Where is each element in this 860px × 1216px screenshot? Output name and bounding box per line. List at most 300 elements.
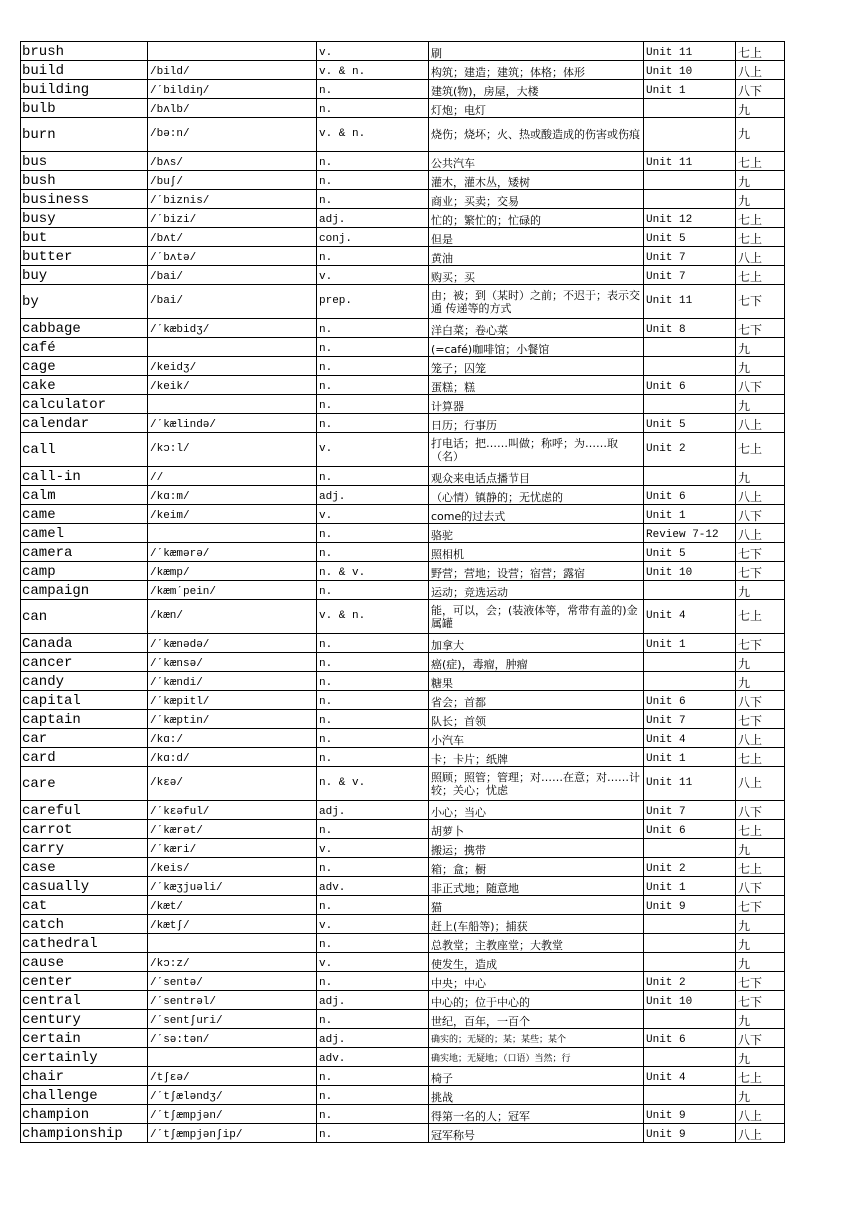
unit-cell: Unit 11: [644, 152, 736, 171]
part-of-speech-cell: n.: [317, 634, 429, 653]
grade-cell: 七下: [736, 562, 785, 581]
grade-cell: 八下: [736, 877, 785, 896]
vocabulary-table: [20, 41, 785, 1143]
table-row: [21, 953, 785, 972]
word-cell: can: [21, 600, 148, 634]
meaning-cell: 建筑(物)，房屋，大楼: [429, 80, 644, 99]
phonetic-cell: /bild/: [148, 61, 317, 80]
part-of-speech-cell: n.: [317, 972, 429, 991]
grade-cell: 八下: [736, 505, 785, 524]
meaning-cell: 小汽车: [429, 729, 644, 748]
part-of-speech-cell: n.: [317, 357, 429, 376]
grade-cell: 七上: [736, 228, 785, 247]
grade-cell: 七下: [736, 710, 785, 729]
word-cell: careful: [21, 801, 148, 820]
table-row: [21, 972, 785, 991]
grade-cell: 九: [736, 171, 785, 190]
table-row: [21, 877, 785, 896]
unit-cell: [644, 467, 736, 486]
table-row: [21, 1048, 785, 1067]
phonetic-cell: /ˊtʃæləndʒ/: [148, 1086, 317, 1105]
phonetic-cell: /ˊkælində/: [148, 414, 317, 433]
phonetic-cell: /kɑ:/: [148, 729, 317, 748]
phonetic-cell: /keis/: [148, 858, 317, 877]
phonetic-cell: /ˊtʃæmpjən/: [148, 1105, 317, 1124]
part-of-speech-cell: n.: [317, 80, 429, 99]
meaning-cell: 商业；买卖；交易: [429, 190, 644, 209]
table-row: [21, 152, 785, 171]
word-cell: brush: [21, 42, 148, 61]
grade-cell: 八下: [736, 80, 785, 99]
word-cell: case: [21, 858, 148, 877]
part-of-speech-cell: n.: [317, 934, 429, 953]
grade-cell: 七下: [736, 285, 785, 319]
grade-cell: 九: [736, 915, 785, 934]
phonetic-cell: /bai/: [148, 285, 317, 319]
grade-cell: 九: [736, 653, 785, 672]
word-cell: calm: [21, 486, 148, 505]
word-cell: bus: [21, 152, 148, 171]
meaning-cell: 日历；行事历: [429, 414, 644, 433]
unit-cell: Unit 4: [644, 1067, 736, 1086]
grade-cell: 七上: [736, 858, 785, 877]
word-cell: building: [21, 80, 148, 99]
phonetic-cell: /ˊsə:tən/: [148, 1029, 317, 1048]
part-of-speech-cell: n.: [317, 729, 429, 748]
meaning-cell: 冠军称号: [429, 1124, 644, 1143]
table-row: [21, 247, 785, 266]
phonetic-cell: /tʃεə/: [148, 1067, 317, 1086]
unit-cell: Unit 6: [644, 691, 736, 710]
meaning-cell: 总教堂；主教座堂；大教堂: [429, 934, 644, 953]
table-row: [21, 934, 785, 953]
table-row: [21, 118, 785, 152]
unit-cell: Unit 1: [644, 634, 736, 653]
unit-cell: [644, 118, 736, 152]
part-of-speech-cell: adv.: [317, 877, 429, 896]
grade-cell: 九: [736, 338, 785, 357]
unit-cell: Unit 1: [644, 505, 736, 524]
unit-cell: Unit 6: [644, 486, 736, 505]
word-cell: chair: [21, 1067, 148, 1086]
phonetic-cell: /ˊbizi/: [148, 209, 317, 228]
part-of-speech-cell: v. & n.: [317, 600, 429, 634]
meaning-cell: 糖果: [429, 672, 644, 691]
word-cell: buy: [21, 266, 148, 285]
part-of-speech-cell: n.: [317, 896, 429, 915]
word-cell: century: [21, 1010, 148, 1029]
grade-cell: 九: [736, 190, 785, 209]
phonetic-cell: /ˊkæʒjuəli/: [148, 877, 317, 896]
meaning-cell: 椅子: [429, 1067, 644, 1086]
phonetic-cell: /bʌt/: [148, 228, 317, 247]
table-row: [21, 414, 785, 433]
unit-cell: [644, 1086, 736, 1105]
part-of-speech-cell: n.: [317, 152, 429, 171]
part-of-speech-cell: n.: [317, 1105, 429, 1124]
phonetic-cell: /keidʒ/: [148, 357, 317, 376]
meaning-cell: (=café)咖啡馆；小餐馆: [429, 338, 644, 357]
part-of-speech-cell: n.: [317, 653, 429, 672]
meaning-cell: 能，可以，会；(装液体等，常带有盖的)金属罐: [429, 600, 644, 634]
part-of-speech-cell: n.: [317, 395, 429, 414]
table-row: [21, 820, 785, 839]
word-cell: captain: [21, 710, 148, 729]
table-row: [21, 376, 785, 395]
grade-cell: 七下: [736, 991, 785, 1010]
phonetic-cell: /buʃ/: [148, 171, 317, 190]
table-row: [21, 991, 785, 1010]
meaning-cell: 观众来电话点播节目: [429, 467, 644, 486]
phonetic-cell: /kɑ:d/: [148, 748, 317, 767]
meaning-cell: 箱；盒；橱: [429, 858, 644, 877]
meaning-cell: 小心；当心: [429, 801, 644, 820]
grade-cell: 八下: [736, 691, 785, 710]
part-of-speech-cell: v.: [317, 915, 429, 934]
phonetic-cell: /ˊkænədə/: [148, 634, 317, 653]
part-of-speech-cell: n.: [317, 467, 429, 486]
part-of-speech-cell: adj.: [317, 991, 429, 1010]
vocabulary-sheet: [20, 41, 784, 1143]
word-cell: card: [21, 748, 148, 767]
phonetic-cell: /ˊkæmərə/: [148, 543, 317, 562]
unit-cell: [644, 934, 736, 953]
unit-cell: Unit 6: [644, 376, 736, 395]
grade-cell: 七上: [736, 820, 785, 839]
unit-cell: [644, 672, 736, 691]
phonetic-cell: [148, 524, 317, 543]
part-of-speech-cell: conj.: [317, 228, 429, 247]
table-row: [21, 801, 785, 820]
word-cell: candy: [21, 672, 148, 691]
meaning-cell: 确实地；无疑地；（口语）当然；行: [429, 1048, 644, 1067]
part-of-speech-cell: n. & v.: [317, 562, 429, 581]
grade-cell: 七下: [736, 896, 785, 915]
unit-cell: Unit 9: [644, 896, 736, 915]
part-of-speech-cell: n.: [317, 247, 429, 266]
word-cell: catch: [21, 915, 148, 934]
part-of-speech-cell: n.: [317, 1067, 429, 1086]
meaning-cell: 省会；首都: [429, 691, 644, 710]
unit-cell: Unit 11: [644, 285, 736, 319]
table-row: [21, 80, 785, 99]
unit-cell: Unit 10: [644, 562, 736, 581]
phonetic-cell: /keim/: [148, 505, 317, 524]
phonetic-cell: [148, 395, 317, 414]
table-row: [21, 839, 785, 858]
part-of-speech-cell: adj.: [317, 1029, 429, 1048]
grade-cell: 八上: [736, 767, 785, 801]
part-of-speech-cell: n.: [317, 710, 429, 729]
unit-cell: [644, 171, 736, 190]
word-cell: carrot: [21, 820, 148, 839]
word-cell: care: [21, 767, 148, 801]
meaning-cell: 由；被；到（某时）之前；不迟于；表示交通 传递等的方式: [429, 285, 644, 319]
phonetic-cell: /kɔ:l/: [148, 433, 317, 467]
word-cell: build: [21, 61, 148, 80]
meaning-cell: 骆驼: [429, 524, 644, 543]
table-row: [21, 1029, 785, 1048]
meaning-cell: 运动；竞选运动: [429, 581, 644, 600]
meaning-cell: 购买；买: [429, 266, 644, 285]
unit-cell: Unit 7: [644, 247, 736, 266]
table-row: [21, 266, 785, 285]
unit-cell: [644, 581, 736, 600]
meaning-cell: 照顾；照管；管理；对……在意；对……计较；关心；忧虑: [429, 767, 644, 801]
grade-cell: 八上: [736, 1105, 785, 1124]
meaning-cell: 计算器: [429, 395, 644, 414]
grade-cell: 八下: [736, 1029, 785, 1048]
meaning-cell: 搬运；携带: [429, 839, 644, 858]
part-of-speech-cell: v.: [317, 433, 429, 467]
grade-cell: 七上: [736, 433, 785, 467]
phonetic-cell: [148, 42, 317, 61]
unit-cell: Unit 9: [644, 1105, 736, 1124]
meaning-cell: 挑战: [429, 1086, 644, 1105]
meaning-cell: 世纪，百年，一百个: [429, 1010, 644, 1029]
meaning-cell: 赶上(车船等)；捕获: [429, 915, 644, 934]
unit-cell: Unit 2: [644, 433, 736, 467]
part-of-speech-cell: n.: [317, 858, 429, 877]
grade-cell: 九: [736, 1010, 785, 1029]
table-row: [21, 61, 785, 80]
unit-cell: [644, 915, 736, 934]
phonetic-cell: /ˊtʃæmpjənʃip/: [148, 1124, 317, 1143]
part-of-speech-cell: v. & n.: [317, 118, 429, 152]
grade-cell: 七下: [736, 972, 785, 991]
phonetic-cell: /ˊkæbidʒ/: [148, 319, 317, 338]
meaning-cell: 中央；中心: [429, 972, 644, 991]
word-cell: cancer: [21, 653, 148, 672]
phonetic-cell: /ˊsentrəl/: [148, 991, 317, 1010]
word-cell: camel: [21, 524, 148, 543]
part-of-speech-cell: n.: [317, 1124, 429, 1143]
meaning-cell: 但是: [429, 228, 644, 247]
word-cell: cake: [21, 376, 148, 395]
grade-cell: 八上: [736, 729, 785, 748]
grade-cell: 七下: [736, 634, 785, 653]
meaning-cell: come的过去式: [429, 505, 644, 524]
table-row: [21, 357, 785, 376]
unit-cell: [644, 953, 736, 972]
word-cell: car: [21, 729, 148, 748]
grade-cell: 八下: [736, 801, 785, 820]
table-row: [21, 634, 785, 653]
unit-cell: Unit 1: [644, 748, 736, 767]
unit-cell: Unit 2: [644, 858, 736, 877]
table-row: [21, 285, 785, 319]
grade-cell: 七上: [736, 600, 785, 634]
table-row: [21, 395, 785, 414]
word-cell: but: [21, 228, 148, 247]
meaning-cell: 忙的；繁忙的；忙碌的: [429, 209, 644, 228]
grade-cell: 九: [736, 1048, 785, 1067]
unit-cell: Unit 5: [644, 543, 736, 562]
phonetic-cell: /kæmp/: [148, 562, 317, 581]
part-of-speech-cell: v.: [317, 266, 429, 285]
meaning-cell: 非正式地；随意地: [429, 877, 644, 896]
unit-cell: [644, 190, 736, 209]
table-row: [21, 505, 785, 524]
unit-cell: [644, 653, 736, 672]
word-cell: camera: [21, 543, 148, 562]
unit-cell: Unit 6: [644, 820, 736, 839]
table-row: [21, 710, 785, 729]
vocabulary-rows: [21, 42, 785, 1143]
grade-cell: 九: [736, 118, 785, 152]
table-row: [21, 653, 785, 672]
table-row: [21, 1010, 785, 1029]
unit-cell: [644, 357, 736, 376]
word-cell: calculator: [21, 395, 148, 414]
table-row: [21, 600, 785, 634]
grade-cell: 九: [736, 1086, 785, 1105]
word-cell: call: [21, 433, 148, 467]
meaning-cell: 灯炮；电灯: [429, 99, 644, 118]
phonetic-cell: /bʌs/: [148, 152, 317, 171]
part-of-speech-cell: n.: [317, 319, 429, 338]
unit-cell: [644, 839, 736, 858]
unit-cell: [644, 99, 736, 118]
word-cell: busy: [21, 209, 148, 228]
part-of-speech-cell: v.: [317, 505, 429, 524]
part-of-speech-cell: n.: [317, 1010, 429, 1029]
grade-cell: 七上: [736, 209, 785, 228]
meaning-cell: 胡萝卜: [429, 820, 644, 839]
word-cell: butter: [21, 247, 148, 266]
table-row: [21, 691, 785, 710]
grade-cell: 八上: [736, 486, 785, 505]
word-cell: cabbage: [21, 319, 148, 338]
grade-cell: 九: [736, 672, 785, 691]
unit-cell: [644, 1048, 736, 1067]
word-cell: certainly: [21, 1048, 148, 1067]
table-row: [21, 171, 785, 190]
meaning-cell: 灌木，灌木丛，矮树: [429, 171, 644, 190]
meaning-cell: 卡；卡片；纸牌: [429, 748, 644, 767]
part-of-speech-cell: adj.: [317, 486, 429, 505]
grade-cell: 九: [736, 395, 785, 414]
part-of-speech-cell: n.: [317, 338, 429, 357]
table-row: [21, 562, 785, 581]
part-of-speech-cell: n.: [317, 376, 429, 395]
word-cell: bush: [21, 171, 148, 190]
table-row: [21, 228, 785, 247]
unit-cell: Unit 7: [644, 801, 736, 820]
phonetic-cell: /ˊkæri/: [148, 839, 317, 858]
word-cell: camp: [21, 562, 148, 581]
meaning-cell: 笼子；囚笼: [429, 357, 644, 376]
meaning-cell: 队长；首领: [429, 710, 644, 729]
word-cell: casually: [21, 877, 148, 896]
word-cell: cathedral: [21, 934, 148, 953]
table-row: [21, 915, 785, 934]
word-cell: center: [21, 972, 148, 991]
table-row: [21, 1105, 785, 1124]
table-row: [21, 543, 785, 562]
phonetic-cell: /kæn/: [148, 600, 317, 634]
grade-cell: 七上: [736, 1067, 785, 1086]
phonetic-cell: /ˊkændi/: [148, 672, 317, 691]
table-row: [21, 672, 785, 691]
word-cell: Canada: [21, 634, 148, 653]
meaning-cell: 打电话；把……叫做；称呼；为……取（名）: [429, 433, 644, 467]
phonetic-cell: /ˊsentə/: [148, 972, 317, 991]
grade-cell: 七上: [736, 748, 785, 767]
phonetic-cell: /ˊkεəful/: [148, 801, 317, 820]
phonetic-cell: [148, 934, 317, 953]
unit-cell: Unit 9: [644, 1124, 736, 1143]
grade-cell: 七下: [736, 543, 785, 562]
table-row: [21, 486, 785, 505]
phonetic-cell: /keik/: [148, 376, 317, 395]
table-row: [21, 1067, 785, 1086]
part-of-speech-cell: n. & v.: [317, 767, 429, 801]
unit-cell: [644, 1010, 736, 1029]
meaning-cell: 加拿大: [429, 634, 644, 653]
table-row: [21, 467, 785, 486]
phonetic-cell: /kɔ:z/: [148, 953, 317, 972]
word-cell: cage: [21, 357, 148, 376]
part-of-speech-cell: n.: [317, 581, 429, 600]
unit-cell: Unit 11: [644, 767, 736, 801]
word-cell: carry: [21, 839, 148, 858]
phonetic-cell: /ˊkæpitl/: [148, 691, 317, 710]
part-of-speech-cell: n.: [317, 171, 429, 190]
table-row: [21, 896, 785, 915]
table-row: [21, 99, 785, 118]
grade-cell: 八上: [736, 1124, 785, 1143]
table-row: [21, 190, 785, 209]
unit-cell: Unit 2: [644, 972, 736, 991]
grade-cell: 八上: [736, 61, 785, 80]
meaning-cell: 烧伤；烧坏；火、热或酸造成的伤害或伤痕: [429, 118, 644, 152]
unit-cell: Unit 11: [644, 42, 736, 61]
unit-cell: Unit 1: [644, 80, 736, 99]
word-cell: burn: [21, 118, 148, 152]
phonetic-cell: //: [148, 467, 317, 486]
grade-cell: 九: [736, 839, 785, 858]
phonetic-cell: [148, 1048, 317, 1067]
meaning-cell: 得第一名的人；冠军: [429, 1105, 644, 1124]
word-cell: came: [21, 505, 148, 524]
grade-cell: 九: [736, 934, 785, 953]
grade-cell: 八上: [736, 247, 785, 266]
unit-cell: Unit 4: [644, 729, 736, 748]
phonetic-cell: /ˊkæptin/: [148, 710, 317, 729]
word-cell: cause: [21, 953, 148, 972]
part-of-speech-cell: v.: [317, 839, 429, 858]
unit-cell: Unit 10: [644, 61, 736, 80]
word-cell: cat: [21, 896, 148, 915]
phonetic-cell: /kæmˊpein/: [148, 581, 317, 600]
word-cell: café: [21, 338, 148, 357]
table-row: [21, 524, 785, 543]
meaning-cell: 癌(症)，毒瘤，肿瘤: [429, 653, 644, 672]
unit-cell: Unit 6: [644, 1029, 736, 1048]
phonetic-cell: /kætʃ/: [148, 915, 317, 934]
grade-cell: 九: [736, 357, 785, 376]
meaning-cell: 使发生，造成: [429, 953, 644, 972]
phonetic-cell: /ˊsentʃuri/: [148, 1010, 317, 1029]
unit-cell: Unit 8: [644, 319, 736, 338]
word-cell: capital: [21, 691, 148, 710]
meaning-cell: 野营；营地；设营；宿营；露宿: [429, 562, 644, 581]
phonetic-cell: /kεə/: [148, 767, 317, 801]
part-of-speech-cell: n.: [317, 524, 429, 543]
meaning-cell: 刷: [429, 42, 644, 61]
phonetic-cell: /kɑ:m/: [148, 486, 317, 505]
